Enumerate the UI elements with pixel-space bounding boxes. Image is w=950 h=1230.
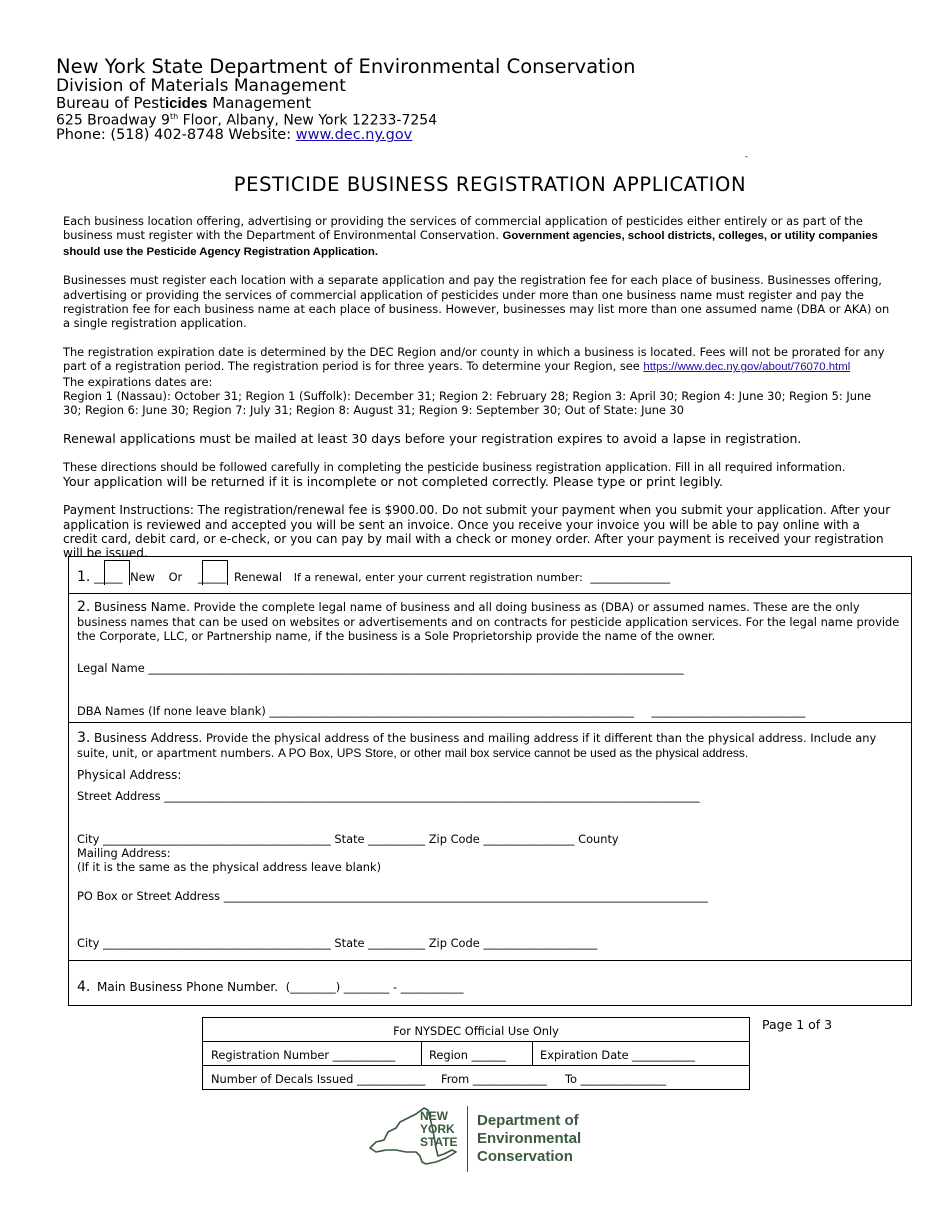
instructions: [63, 214, 891, 575]
to-field: To _______________: [565, 1072, 667, 1086]
po-box-field[interactable]: _____________________________________________________________________________________: [223, 889, 708, 903]
instructions-paragraph: Each business location offering, advertising or providing the services of commercial application of pesticides either entirely or as part of the business must register with the Department of Environmental Conservation. Government agencies, school districts, colleges, or utility companies should use the Pesticide Agency Registration Application.: [63, 214, 878, 258]
state-wordmark: NEW YORK STATE: [420, 1109, 458, 1149]
from-field: From _____________: [441, 1072, 547, 1086]
dba-field[interactable]: ________________________________________________________________: [269, 704, 634, 718]
dept-wordmark: Department of Environmental Conservation: [477, 1112, 582, 1165]
street-row: Street Address ______________________________________________________________________________________________: [77, 789, 700, 803]
physical-address-label: Physical Address:: [77, 768, 182, 782]
instructions-paragraph: These directions should be followed carefully in completing the pesticide business registration application. Fill in all required information. Your application will be returned if it is incomplete or not completed correctly. Please type or print legibly.: [63, 460, 846, 489]
instructions-paragraph: Renewal applications must be mailed at least 30 days before your registration expires to avoid a lapse in registration.: [63, 430, 802, 446]
street-field[interactable]: ______________________________________________________________________________________________: [164, 789, 700, 803]
legal-name-field[interactable]: ______________________________________________________________________________________________: [148, 661, 684, 675]
region-link[interactable]: https://www.dec.ny.gov/about/76070.html: [643, 361, 851, 374]
mailing-state-field[interactable]: __________: [368, 936, 426, 950]
dba-row: DBA Names (If none leave blank) ________________________________________________________________ ___________________________: [77, 704, 806, 718]
section-phone: [69, 961, 911, 1005]
section-business-address: 3. Business Address. Provide the physical address of the business and mailing address if it different than the physical address. Include any suite, unit, or apartment numbers. A PO Box, UPS Store, or other mail box service cannot be used as the physical address. Physical Address: Street Address ______________________________________________________________________________________________ City ________________________________________ State __________ Zip Code ________________ County Mailing Address: (If it is the same as the physical address leave blank) PO Box or Street Address _____________________________________________________________________________________ City ________________________________________ State __________ Zip Code ____________________: [69, 723, 911, 961]
mailing-address-label: Mailing Address:: [77, 846, 171, 860]
renewal-number-field[interactable]: ______________: [590, 570, 671, 584]
phone-row: 4. Main Business Phone Number. (________) ________ - ___________: [77, 979, 464, 995]
phone-label: Main Business Phone Number.: [96, 980, 279, 994]
mailing-note: (If it is the same as the physical address leave blank): [77, 860, 382, 874]
agency-header: [56, 56, 636, 144]
or-label: Or: [168, 570, 183, 584]
mailing-zip-field[interactable]: ____________________: [483, 936, 598, 950]
website-link[interactable]: www.dec.ny.gov: [295, 127, 413, 144]
renewal-checkbox[interactable]: _____: [198, 570, 226, 584]
state-field[interactable]: __________: [368, 832, 426, 846]
agency-name: New York State Department of Environmental Conservation: [56, 55, 636, 78]
official-use-title: For NYSDEC Official Use Only: [203, 1018, 749, 1042]
po-box-row: PO Box or Street Address _____________________________________________________________________________________: [77, 889, 708, 903]
section-heading: Business Address.: [93, 731, 203, 745]
decals-field: Number of Decals Issued ____________: [211, 1072, 426, 1086]
agency-contact: Phone: (518) 402-8748 Website: www.dec.ny.gov: [56, 127, 413, 144]
official-use-row: [203, 1066, 749, 1089]
section-registration-type: 1. _____ New Or _____ Renewal If a renewal, enter your current registration number: ______________: [69, 557, 911, 594]
page-title: PESTICIDE BUSINESS REGISTRATION APPLICATION: [233, 173, 747, 196]
nys-dec-logo: [366, 1104, 596, 1174]
instructions-paragraph: Businesses must register each location with a separate application and pay the registration fee for each place of business. Businesses offering, advertising or providing the services of commercial application of pesticides under more than one business name must register and pay the registration fee for each business name at each place of business. However, businesses may list more than one assumed name (DBA or AKA) on a single registration application.: [63, 273, 890, 331]
payment-instructions: Payment Instructions: The registration/renewal fee is $900.00. Do not submit your payment when you submit your application. After your application is reviewed and accepted you will be sent an invoice. Once you receive your invoice you will be able to pay online with a credit card, debit card, or e-check, or you can pay by mail with a check or money order. After your payment is received your registration will be issued.: [63, 503, 891, 561]
official-use-row: [203, 1042, 749, 1066]
page-number: Page 1 of 3: [762, 1017, 833, 1032]
checkbox-square[interactable]: [104, 560, 130, 585]
logo-divider: [467, 1106, 468, 1172]
section-heading: Business Name.: [93, 600, 190, 614]
city-field[interactable]: ________________________________________: [102, 832, 331, 846]
dba-field-2[interactable]: ___________________________: [651, 704, 806, 718]
mailing-city-row: City ________________________________________ State __________ Zip Code ____________________: [77, 936, 598, 950]
application-form: [68, 556, 912, 1006]
legal-name-row: Legal Name ______________________________________________________________________________________________: [77, 661, 684, 675]
official-use-box: [202, 1017, 750, 1090]
mailing-city-field[interactable]: ________________________________________: [102, 936, 331, 950]
header-dash: -: [745, 152, 748, 161]
region-field: Region ______: [429, 1048, 506, 1062]
division-name: Division of Materials Management: [56, 76, 346, 97]
bureau-name: Bureau of Pesticides Management: [56, 94, 312, 113]
registration-number-field: Registration Number ___________: [211, 1048, 396, 1062]
instructions-paragraph: The registration expiration date is determined by the DEC Region and/or county in which a business is located. Fees will not be prorated for any part of a registration period. The registration period is for three years. To determine your Region, see https://www.dec.ny.gov/about/76070.html The expirations dates are: Region 1 (Nassau): October 31; Region 1 (Suffolk): December 31; Region 2: February 28; Region 3: April 30; Region 4: June 30; Region 5: June 30; Region 6: June 30; Region 7: July 31; Region 8: August 31; Region 9: September 30; Out of State: June 30: [63, 344, 885, 418]
agency-address: 625 Broadway 9th Floor, Albany, New York 12233-7254: [56, 111, 438, 129]
new-checkbox[interactable]: _____: [94, 570, 122, 584]
renewal-label: Renewal: [233, 570, 283, 584]
renewal-prompt: If a renewal, enter your current registration number:: [293, 571, 583, 584]
checkbox-square[interactable]: [202, 560, 228, 585]
section-business-name: 2. Business Name. Provide the complete legal name of business and all doing business as (DBA) or assumed names. These are the only business names that can be used on websites or advertisements and on contracts for pesticide application services. For the legal name provide the Corporate, LLC, or Partnership name, if the business is a Sole Proprietorship provide the name of the owner. Legal Name ______________________________________________________________________________________________ DBA Names (If none leave blank) ________________________________________________________________ ___________________________: [69, 594, 911, 723]
new-label: New: [130, 570, 155, 584]
zip-field[interactable]: ________________: [483, 832, 575, 846]
phone-prefix-field[interactable]: ________: [343, 980, 390, 994]
expiration-field: Expiration Date ___________: [540, 1048, 695, 1062]
phone-area-field[interactable]: (________): [285, 980, 341, 994]
city-row: City ________________________________________ State __________ Zip Code ________________ County: [77, 832, 619, 846]
phone-line-field[interactable]: ___________: [400, 980, 464, 994]
